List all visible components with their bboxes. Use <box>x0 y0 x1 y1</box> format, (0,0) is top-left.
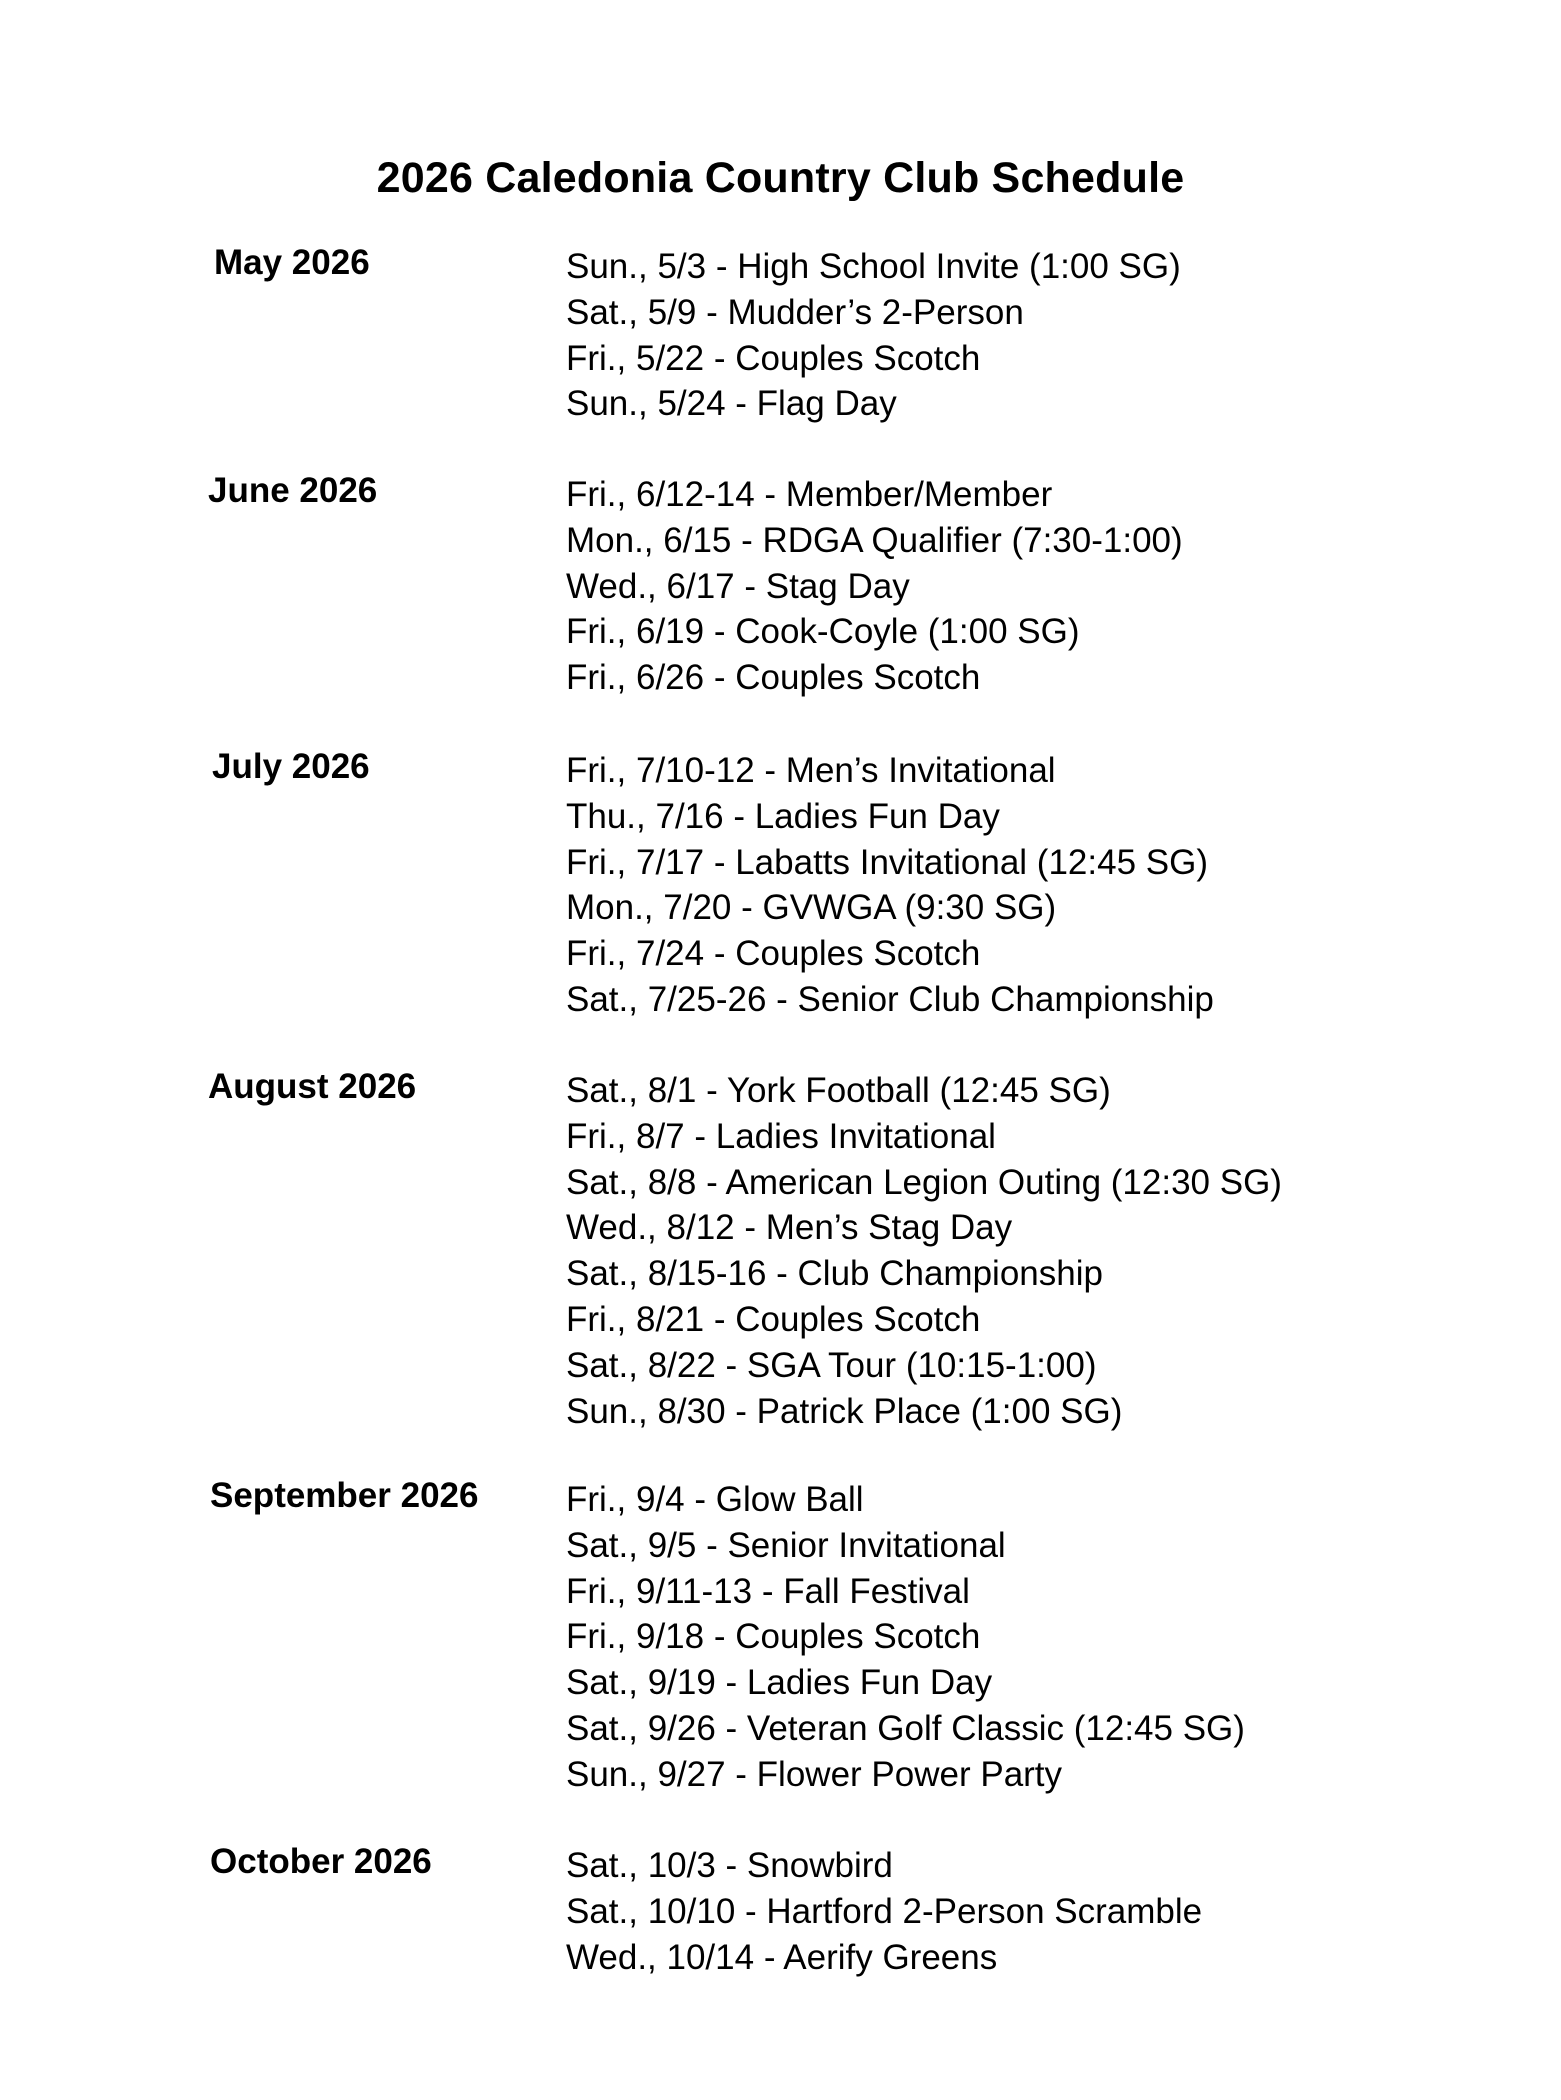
event-item: Fri., 9/4 - Glow Ball <box>566 1480 864 1519</box>
event-list <box>566 748 1214 1023</box>
event-list <box>566 472 1183 701</box>
month-label: October 2026 <box>210 1842 432 1881</box>
event-item: Sat., 8/1 - York Football (12:45 SG) <box>566 1071 1111 1110</box>
month-label: August 2026 <box>208 1067 417 1106</box>
event-item: Wed., 8/12 - Men’s Stag Day <box>566 1208 1013 1248</box>
event-item: Sun., 5/3 - High School Invite (1:00 SG) <box>566 247 1181 286</box>
event-item: Sun., 9/27 - Flower Power Party <box>566 1754 1063 1794</box>
event-item: Fri., 7/10-12 - Men’s Invitational <box>566 751 1056 790</box>
event-item: Fri., 5/22 - Couples Scotch <box>566 338 981 378</box>
event-item: Sat., 7/25-26 - Senior Club Championship <box>566 979 1214 1019</box>
event-item: Fri., 7/24 - Couples Scotch <box>566 934 981 974</box>
event-item: Thu., 7/16 - Ladies Fun Day <box>566 796 1000 836</box>
event-item: Fri., 9/18 - Couples Scotch <box>566 1617 981 1657</box>
event-item: Fri., 6/19 - Cook-Coyle (1:00 SG) <box>566 612 1080 652</box>
event-item: Sat., 10/3 - Snowbird <box>566 1846 893 1885</box>
event-item: Sat., 8/15-16 - Club Championship <box>566 1254 1103 1294</box>
event-item: Sat., 5/9 - Mudder’s 2-Person <box>566 292 1024 332</box>
event-item: Sun., 5/24 - Flag Day <box>566 384 897 424</box>
event-item: Fri., 6/12-14 - Member/Member <box>566 475 1053 514</box>
event-item: Sat., 9/19 - Ladies Fun Day <box>566 1663 993 1703</box>
event-list <box>566 1843 1202 1980</box>
month-label: July 2026 <box>212 747 370 786</box>
event-item: Fri., 8/7 - Ladies Invitational <box>566 1116 996 1156</box>
event-item: Wed., 6/17 - Stag Day <box>566 566 910 606</box>
event-item: Sat., 9/26 - Veteran Golf Classic (12:45 SG) <box>566 1708 1245 1748</box>
event-item: Sat., 8/22 - SGA Tour (10:15-1:00) <box>566 1345 1097 1385</box>
month-label: September 2026 <box>210 1476 479 1515</box>
event-list <box>566 1477 1245 1798</box>
page-title: 2026 Caledonia Country Club Schedule <box>376 154 1185 202</box>
event-item: Sat., 9/5 - Senior Invitational <box>566 1525 1006 1565</box>
month-label: June 2026 <box>208 471 378 510</box>
event-item: Mon., 6/15 - RDGA Qualifier (7:30-1:00) <box>566 520 1183 560</box>
event-item: Sat., 8/8 - American Legion Outing (12:30 SG) <box>566 1162 1282 1202</box>
event-item: Sun., 8/30 - Patrick Place (1:00 SG) <box>566 1391 1123 1431</box>
event-item: Fri., 6/26 - Couples Scotch <box>566 658 981 698</box>
month-label: May 2026 <box>214 243 370 282</box>
event-item: Mon., 7/20 - GVWGA (9:30 SG) <box>566 888 1057 928</box>
event-item: Fri., 8/21 - Couples Scotch <box>566 1299 981 1339</box>
event-item: Fri., 9/11-13 - Fall Festival <box>566 1571 970 1611</box>
event-list <box>566 1068 1282 1434</box>
event-item: Sat., 10/10 - Hartford 2-Person Scramble <box>566 1891 1203 1931</box>
event-list <box>566 244 1181 427</box>
event-item: Fri., 7/17 - Labatts Invitational (12:45 SG) <box>566 842 1208 882</box>
event-item: Wed., 10/14 - Aerify Greens <box>566 1937 998 1977</box>
